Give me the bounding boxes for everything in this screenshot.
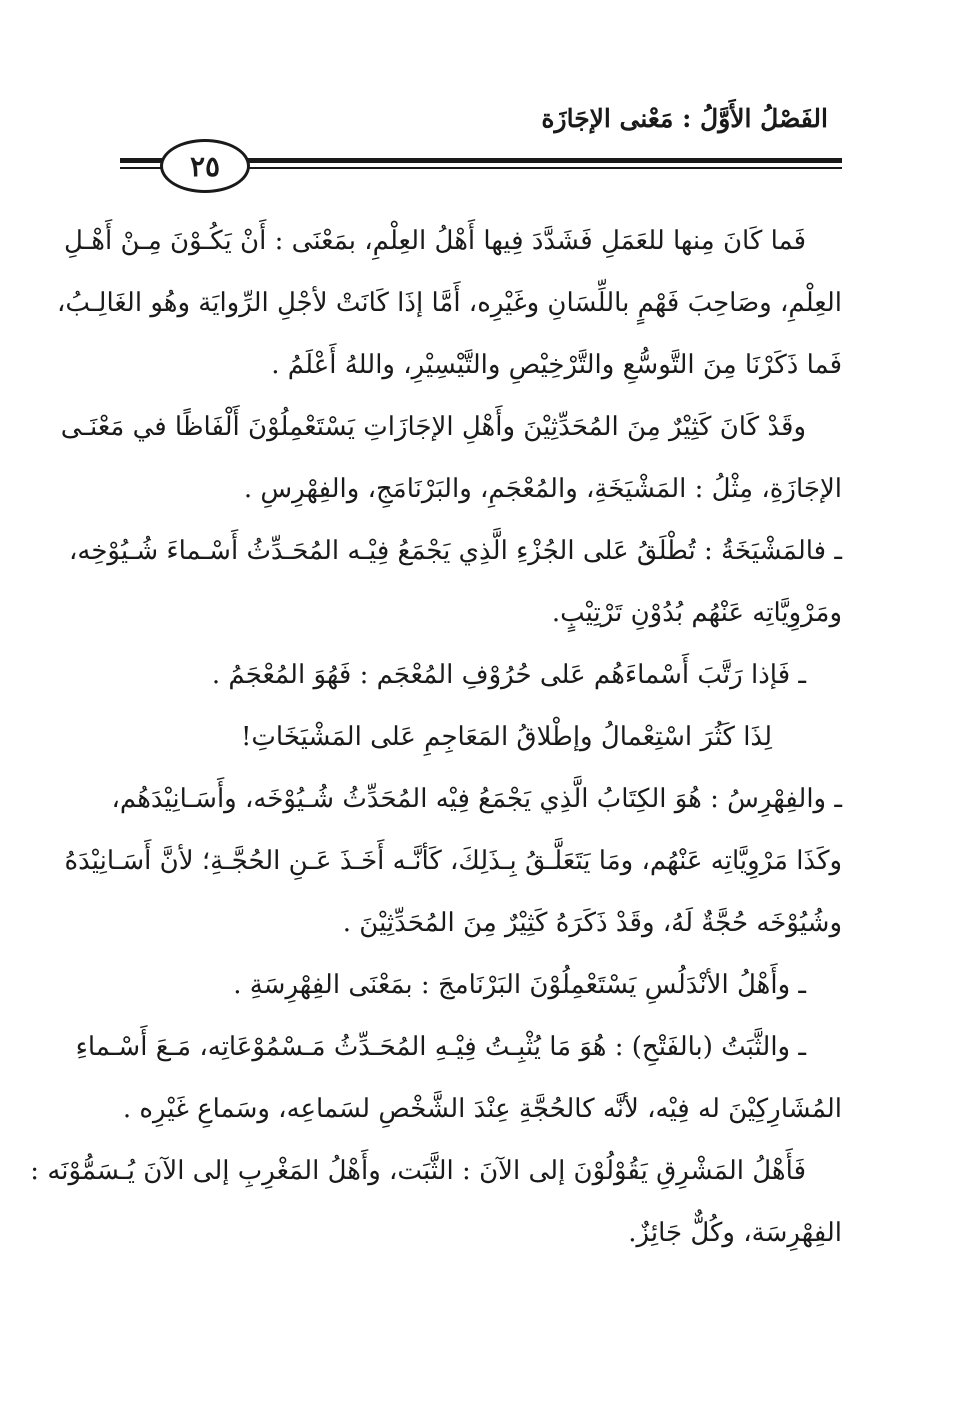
text-line-9: لِذَا كَثُرَ اسْتِعْمالُ وإطْلاقُ المَعَاجِمِ عَلى المَشْيَخَاتِ! (240, 722, 772, 752)
text-line-13: ـ وأَهْلُ الأنْدَلُسِ يَسْتَعْمِلُوْنَ البَرْنَامجَ : بمَعْنَى الفِهْرِسَةِ . (233, 970, 806, 1000)
text-line-2: العِلْمِ، وصَاحِبَ فَهْمٍ باللِّسَانِ وغَيْرِه، أَمَّا إذَا كَانَتْ لأجْلِ الرِّوايَة وهُو الغَالِـبُ، (56, 288, 842, 318)
text-line-11: وكَذَا مَرْوِيَّاتِه عَنْهُم، ومَا يَتَعَلَّـقُ بِـذَلِكَ، كَأنَّـه أَخَـذَ عَـنِ الحُجَّـةِ؛ لأنَّ أَسَـانِيْدَهُ (64, 846, 842, 876)
page-number-oval (160, 139, 250, 193)
page-number: ٢٥ (189, 149, 221, 183)
text-line-6: ـ فالمَشْيَخَةُ : تُطْلَقُ عَلى الجُزْءِ الَّذِي يَجْمَعُ فِيْـه المُحَـدِّثُ أَسْـماءَ شُـيُوْخِه، (69, 536, 842, 566)
text-line-8: ـ فَإذا رَتَّبَ أَسْماءَهُم عَلى حُرُوْفِ المُعْجَم : فَهُوَ المُعْجَمُ . (211, 660, 806, 690)
text-line-10: ـ والفِهْرِسُ : هُوَ الكِتَابُ الَّذِي يَجْمَعُ فِيْه المُحَدِّثُ شُـيُوْخَه، وأَسَـانِيْدَهُم، (111, 784, 842, 814)
text-line-15: المُشَارِكِيْنَ له فِيْه، لأنَّه كالحُجَّةِ عِنْدَ الشَّخْصِ لسَماعِه، وسَماعِ غَيْرِه . (122, 1094, 842, 1124)
text-line-17: الفِهْرِسَة، وكُلٌّ جَائِزٌ. (628, 1218, 842, 1248)
text-line-5: الإجَازَةِ، مِثْلُ : المَشْيَخَةِ، والمُعْجَمِ، والبَرْنَامَجِ، والفِهْرِسِ . (243, 474, 842, 504)
text-line-1: فَما كَانَ مِنها للعَمَلِ فَشَدَّدَ فِيها أَهْلُ العِلْمِ، بمَعْنَى : أَنْ يَكُـوْنَ مِـنْ أَهْـلِ (63, 226, 806, 256)
text-line-14: ـ والثَّبَتُ (بالفَتْحِ) : هُوَ مَا يُثْبِـتُ فِيْـهِ المُحَـدِّثُ مَـسْمُوْعَاتِه، مَـعَ أَسْـماءِ (75, 1032, 806, 1062)
text-line-12: وشُيُوْخَه حُجَّةٌ لَهُ، وقَدْ ذَكَرَهُ كَثِيْرٌ مِنَ المُحَدِّثِيْنَ . (342, 908, 842, 938)
chapter-title: الفَصْلُ الأَوَّلُ : مَعْنى الإجَازَة (541, 104, 828, 133)
body-text (30, 210, 842, 1264)
text-line-4: وقَدْ كَانَ كَثِيْرٌ مِنَ المُحَدِّثِيْنَ وأَهْلِ الإجَازَاتِ يَسْتَعْمِلُوْنَ أَلْفَاظًا في مَعْنَـى (60, 412, 806, 442)
text-line-16: فَأَهْلُ المَشْرِقِ يَقُوْلُوْنَ إلى الآنَ : الثَّبَت، وأَهْلُ المَغْرِبِ إلى الآنَ يُـسَمُّوْنَه : (30, 1156, 806, 1186)
text-line-7: ومَرْوِيَّاتِه عَنْهُم بُدُوْنِ تَرْتِيْبٍ. (551, 598, 842, 628)
text-line-3: فَما ذَكَرْنَا مِنَ التَّوسُّعِ والتَّرْخِيْصِ والتَّيْسِيْرِ، واللهُ أَعْلَمُ . (271, 350, 842, 380)
